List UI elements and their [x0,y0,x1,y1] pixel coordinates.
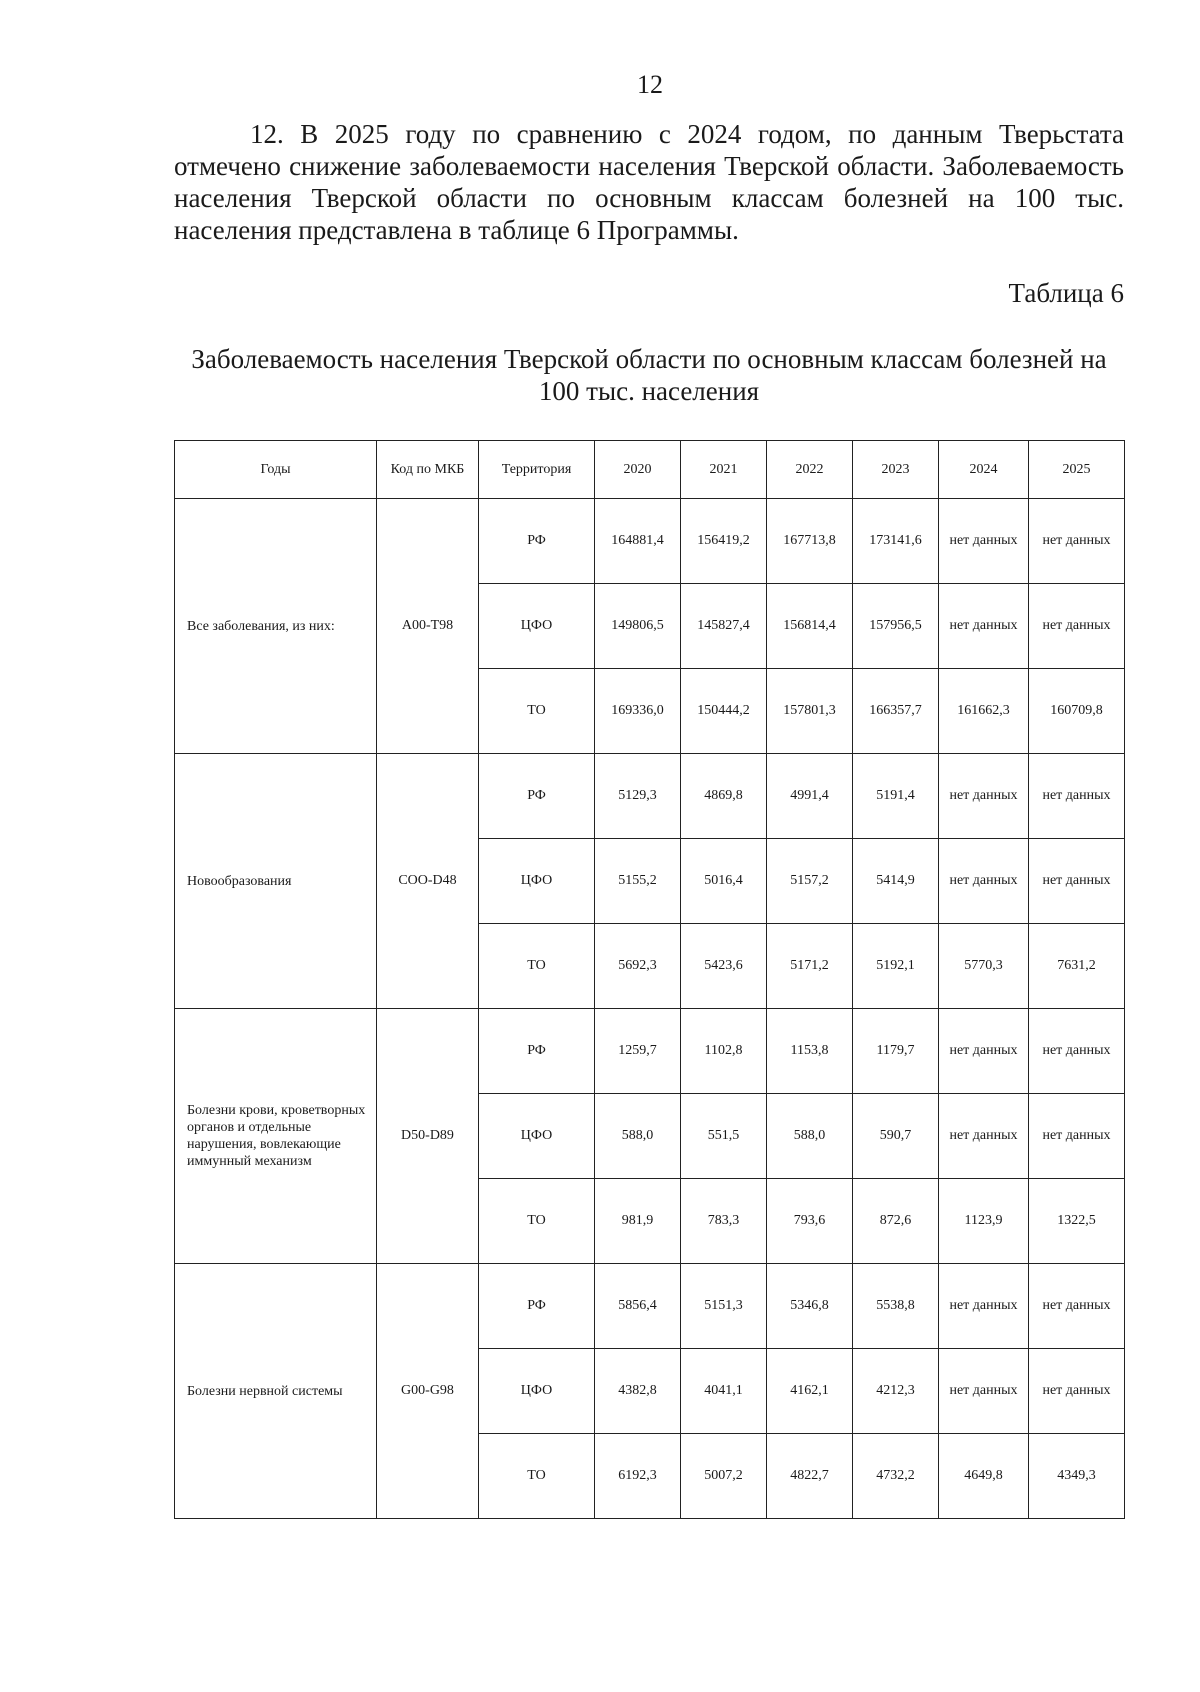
value-cell: 150444,2 [681,669,767,754]
disease-class-cell: Все заболевания, из них: [175,499,377,754]
value-cell: 173141,6 [853,499,939,584]
value-cell: 5856,4 [595,1264,681,1349]
value-cell: 160709,8 [1029,669,1125,754]
table-row [175,754,1125,839]
value-cell: 1179,7 [853,1009,939,1094]
body-paragraph: 12. В 2025 году по сравнению с 2024 годом, по данным Тверьстата отмечено снижение заболеваемости населения Тверской области. Заболеваемость населения Тверской области по основным классам болезней на 100 тыс. населения представлена в таблице 6 Программы. [174,119,1124,245]
value-cell: 783,3 [681,1179,767,1264]
value-cell: 1102,8 [681,1009,767,1094]
header-cell: Годы [175,441,377,499]
territory-cell: ТО [479,924,595,1009]
value-cell: 5129,3 [595,754,681,839]
territory-cell: ТО [479,669,595,754]
value-cell: нет данных [1029,1349,1125,1434]
header-cell: 2022 [767,441,853,499]
value-cell: 5692,3 [595,924,681,1009]
territory-cell: РФ [479,1264,595,1349]
value-cell: 169336,0 [595,669,681,754]
value-cell: нет данных [939,754,1029,839]
value-cell: 5423,6 [681,924,767,1009]
value-cell: 5007,2 [681,1434,767,1519]
value-cell: нет данных [939,1264,1029,1349]
header-cell: 2023 [853,441,939,499]
page-number: 12 [637,70,663,99]
value-cell: нет данных [1029,1094,1125,1179]
value-cell: 4382,8 [595,1349,681,1434]
value-cell: 157801,3 [767,669,853,754]
morbidity-table [174,440,1125,1519]
value-cell: нет данных [939,584,1029,669]
header-cell: 2020 [595,441,681,499]
value-cell: нет данных [1029,499,1125,584]
value-cell: 157956,5 [853,584,939,669]
icd-code-cell: G00-G98 [377,1264,479,1519]
territory-cell: ЦФО [479,1349,595,1434]
value-cell: 161662,3 [939,669,1029,754]
value-cell: нет данных [939,839,1029,924]
header-cell: 2021 [681,441,767,499]
header-cell: 2025 [1029,441,1125,499]
value-cell: 4349,3 [1029,1434,1125,1519]
value-cell: 4991,4 [767,754,853,839]
value-cell: нет данных [1029,1264,1125,1349]
value-cell: нет данных [939,1349,1029,1434]
territory-cell: ЦФО [479,584,595,669]
value-cell: 149806,5 [595,584,681,669]
value-cell: 5151,3 [681,1264,767,1349]
value-cell: нет данных [1029,1009,1125,1094]
value-cell: нет данных [939,499,1029,584]
header-cell: Территория [479,441,595,499]
icd-code-cell: D50-D89 [377,1009,479,1264]
territory-cell: ЦФО [479,839,595,924]
value-cell: 4732,2 [853,1434,939,1519]
disease-class-cell: Новообразования [175,754,377,1009]
value-cell: 1123,9 [939,1179,1029,1264]
value-cell: нет данных [1029,584,1125,669]
territory-cell: РФ [479,754,595,839]
territory-cell: РФ [479,499,595,584]
value-cell: 156814,4 [767,584,853,669]
territory-cell: ТО [479,1179,595,1264]
value-cell: 872,6 [853,1179,939,1264]
table-label: Таблица 6 [1008,278,1124,308]
value-cell: 6192,3 [595,1434,681,1519]
value-cell: 588,0 [595,1094,681,1179]
table-row [175,1264,1125,1349]
value-cell: 551,5 [681,1094,767,1179]
value-cell: 5157,2 [767,839,853,924]
disease-class-cell: Болезни нервной системы [175,1264,377,1519]
value-cell: 5155,2 [595,839,681,924]
header-cell: 2024 [939,441,1029,499]
value-cell: 5171,2 [767,924,853,1009]
value-cell: 4822,7 [767,1434,853,1519]
value-cell: нет данных [1029,839,1125,924]
value-cell: 145827,4 [681,584,767,669]
value-cell: 981,9 [595,1179,681,1264]
territory-cell: ЦФО [479,1094,595,1179]
value-cell: 4869,8 [681,754,767,839]
value-cell: 4041,1 [681,1349,767,1434]
table-title: Заболеваемость населения Тверской области по основным классам болезней на 100 тыс. населения [191,344,1107,406]
value-cell: 4162,1 [767,1349,853,1434]
table-header-row [175,441,1125,499]
value-cell: 5538,8 [853,1264,939,1349]
value-cell: 7631,2 [1029,924,1125,1009]
value-cell: 588,0 [767,1094,853,1179]
value-cell: 164881,4 [595,499,681,584]
value-cell: 166357,7 [853,669,939,754]
value-cell: 167713,8 [767,499,853,584]
territory-cell: РФ [479,1009,595,1094]
header-cell: Код по МКБ [377,441,479,499]
disease-class-cell: Болезни крови, кроветворных органов и отдельные нарушения, вовлекающие иммунный механизм [175,1009,377,1264]
icd-code-cell: A00-T98 [377,499,479,754]
value-cell: 5192,1 [853,924,939,1009]
value-cell: нет данных [1029,754,1125,839]
value-cell: 5414,9 [853,839,939,924]
value-cell: 5191,4 [853,754,939,839]
value-cell: 5770,3 [939,924,1029,1009]
value-cell: нет данных [939,1009,1029,1094]
table-row [175,499,1125,584]
value-cell: нет данных [939,1094,1029,1179]
value-cell: 4212,3 [853,1349,939,1434]
table-row [175,1009,1125,1094]
value-cell: 1153,8 [767,1009,853,1094]
value-cell: 1259,7 [595,1009,681,1094]
value-cell: 4649,8 [939,1434,1029,1519]
value-cell: 793,6 [767,1179,853,1264]
value-cell: 156419,2 [681,499,767,584]
icd-code-cell: COO-D48 [377,754,479,1009]
value-cell: 5016,4 [681,839,767,924]
value-cell: 590,7 [853,1094,939,1179]
value-cell: 1322,5 [1029,1179,1125,1264]
value-cell: 5346,8 [767,1264,853,1349]
territory-cell: ТО [479,1434,595,1519]
